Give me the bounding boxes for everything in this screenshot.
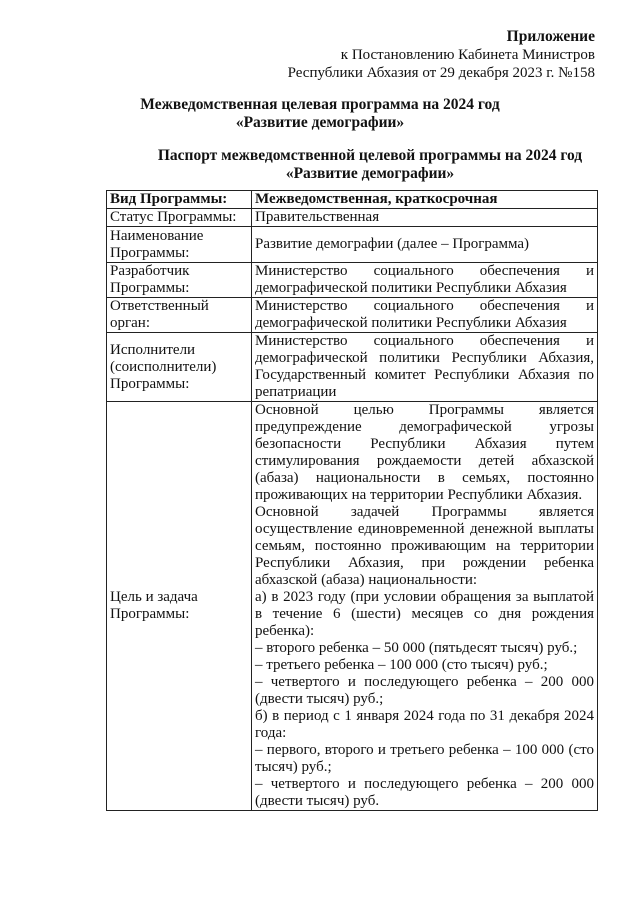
row-label-responsible: Ответственный орган:: [107, 298, 252, 333]
row-label-name: Наименование Программы:: [107, 227, 252, 263]
payment-2023-item: – четвертого и последующего ребенка – 200 000 (двести тысяч) руб.;: [255, 674, 594, 707]
document-title-line-1: Межведомственная целевая программа на 2024 год: [140, 96, 500, 113]
annex-label: Приложение: [506, 28, 595, 45]
table-row: [107, 333, 598, 402]
passport-title-line-1: Паспорт межведомственной целевой программы на 2024 год: [157, 147, 583, 164]
passport-title-line-2: «Развитие демографии»: [285, 165, 455, 182]
table-row-goal: [107, 402, 598, 811]
header-value-cell: Межведомственная, краткосрочная: [252, 191, 598, 209]
payment-2023-heading: а) в 2023 году (при условии обращения за выплатой в течение 6 (шести) месяцев со дня рождения ребенка):: [255, 589, 594, 639]
row-label-status: Статус Программы:: [107, 209, 252, 227]
table-header-row: [107, 191, 598, 209]
row-label-executors: Исполнители (соисполнители) Программы:: [107, 333, 252, 402]
annex-header: [288, 28, 595, 82]
annex-line-2: Республики Абхазия от 29 декабря 2023 г. №158: [287, 65, 595, 81]
row-label-goal: Цель и задача Программы:: [107, 402, 252, 811]
header-label-cell: Вид Программы:: [107, 191, 252, 209]
payment-2024-item: – первого, второго и третьего ребенка – 100 000 (сто тысяч) руб.;: [255, 742, 594, 775]
row-label-developer: Разработчик Программы:: [107, 263, 252, 298]
document-title-line-2: «Развитие демографии»: [235, 114, 405, 131]
annex-line-1: к Постановлению Кабинета Министров: [340, 47, 595, 63]
table-row: [107, 298, 598, 333]
payment-2023-item: – третьего ребенка – 100 000 (сто тысяч) руб.;: [255, 657, 548, 673]
payment-2024-heading: б) в период с 1 января 2024 года по 31 декабря 2024 года:: [255, 708, 594, 741]
payment-2023-item: – второго ребенка – 50 000 (пятьдесят тысяч) руб.;: [255, 640, 578, 656]
payment-2024-item: – четвертого и последующего ребенка – 200 000 (двести тысяч) руб.: [255, 776, 594, 809]
table-row: [107, 263, 598, 298]
row-value-developer: Министерство социального обеспечения и демографической политики Республики Абхазия: [252, 263, 598, 298]
task-paragraph: Основной задачей Программы является осуществление единовременной денежной выплаты семьям, постоянно проживающим на территории Республики Абхазия, при рождении ребенка абхазской (абаза) национальности:: [255, 504, 594, 588]
table-row: [107, 209, 598, 227]
passport-title: [150, 147, 590, 183]
row-value-status: Правительственная: [252, 209, 598, 227]
row-value-responsible: Министерство социального обеспечения и демографической политики Республики Абхазия: [252, 298, 598, 333]
row-value-goal: [252, 402, 598, 811]
document-title: [0, 96, 640, 132]
row-value-executors: Министерство социального обеспечения и демографической политики Республики Абхазия, Государственный комитет Республики Абхазия по репатриации: [252, 333, 598, 402]
passport-table: [106, 190, 598, 811]
row-value-name: Развитие демографии (далее – Программа): [252, 227, 598, 263]
table-row: [107, 227, 598, 263]
goal-paragraph: Основной целью Программы является предупреждение демографической угрозы безопасности Республики Абхазия путем стимулирования рождаемости детей абхазской (абаза) национальности в семьях, постоянно проживающих на территории Республики Абхазия.: [255, 402, 594, 503]
